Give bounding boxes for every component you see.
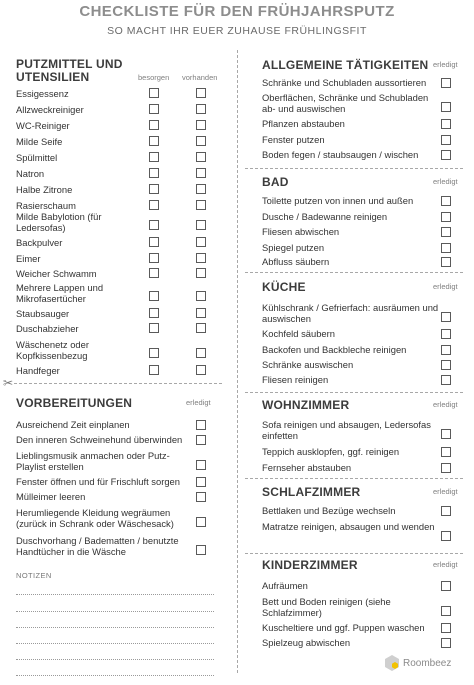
vorbereitungen-item-label: Duschvorhang / Badematten / benutzte Handtücher in die Wäsche xyxy=(16,535,179,557)
putzmittel-item-checkbox-vorhanden[interactable] xyxy=(196,291,206,301)
kinderzimmer-item-label: Aufräumen xyxy=(262,580,308,591)
putzmittel-item-label: Milde Seife xyxy=(16,136,63,147)
column-header-besorgen: besorgen xyxy=(138,73,170,82)
putzmittel-item-label: Halbe Zitrone xyxy=(16,184,73,195)
vorbereitungen-item-label: Den inneren Schweinehund überwinden xyxy=(16,434,183,445)
kinderzimmer-item-label: Spielzeug abwischen xyxy=(262,637,351,648)
allgemeine-item-checkbox[interactable] xyxy=(441,150,451,160)
schlafzimmer-item-checkbox[interactable] xyxy=(441,506,451,516)
allgemeine-item-label: Fenster putzen xyxy=(262,134,325,145)
putzmittel-item-label: Wäschenetz oder Kopfkissenbezug xyxy=(16,339,89,361)
bad-item-label: Dusche / Badewanne reinigen xyxy=(262,211,388,222)
column-header-erledigt-wohnzimmer: erledigt xyxy=(433,400,458,409)
bad-item-checkbox[interactable] xyxy=(441,212,451,222)
divider-right-4 xyxy=(245,478,463,479)
vorbereitungen-item-checkbox[interactable] xyxy=(196,477,206,487)
wohnzimmer-item-label: Fernseher abstauben xyxy=(262,462,352,473)
column-header-erledigt-kueche: erledigt xyxy=(433,282,458,291)
putzmittel-item-label: Duschabzieher xyxy=(16,323,79,334)
section-title-vorbereitungen: VORBEREITUNGEN xyxy=(16,396,133,410)
notes-line[interactable] xyxy=(16,643,214,644)
vorbereitungen-item-checkbox[interactable] xyxy=(196,420,206,430)
putzmittel-item-checkbox-besorgen[interactable] xyxy=(149,268,159,278)
putzmittel-item-checkbox-vorhanden[interactable] xyxy=(196,308,206,318)
vorbereitungen-item-label: Ausreichend Zeit einplanen xyxy=(16,419,130,430)
vorbereitungen-item-label: Fenster öffnen und für Frischluft sorgen xyxy=(16,476,180,487)
putzmittel-item-checkbox-besorgen[interactable] xyxy=(149,253,159,263)
wohnzimmer-item-checkbox[interactable] xyxy=(441,463,451,473)
putzmittel-item-label: Handfeger xyxy=(16,365,60,376)
kueche-item-checkbox[interactable] xyxy=(441,375,451,385)
putzmittel-item-checkbox-besorgen[interactable] xyxy=(149,220,159,230)
putzmittel-item-checkbox-vorhanden[interactable] xyxy=(196,268,206,278)
putzmittel-item-checkbox-besorgen[interactable] xyxy=(149,200,159,210)
wohnzimmer-item-label: Teppich ausklopfen, ggf. reinigen xyxy=(262,446,400,457)
putzmittel-item-label: Eimer xyxy=(16,253,41,264)
scissors-icon: ✂ xyxy=(3,376,14,390)
putzmittel-item-label: Essigessenz xyxy=(16,88,69,99)
schlafzimmer-item-label: Bettlaken und Bezüge wechseln xyxy=(262,505,396,516)
section-title-bad: BAD xyxy=(262,175,289,189)
vorbereitungen-item-label: Mülleimer leeren xyxy=(16,491,86,502)
notes-line[interactable] xyxy=(16,594,214,595)
bad-item-checkbox[interactable] xyxy=(441,196,451,206)
putzmittel-item-checkbox-vorhanden[interactable] xyxy=(196,120,206,130)
column-header-erledigt-kinderzimmer: erledigt xyxy=(433,560,458,569)
putzmittel-item-checkbox-vorhanden[interactable] xyxy=(196,365,206,375)
putzmittel-item-checkbox-besorgen[interactable] xyxy=(149,168,159,178)
page-subtitle: SO MACHT IHR EUER ZUHAUSE FRÜHLINGSFIT xyxy=(107,25,367,37)
kueche-item-checkbox[interactable] xyxy=(441,345,451,355)
putzmittel-item-checkbox-vorhanden[interactable] xyxy=(196,88,206,98)
putzmittel-item-checkbox-besorgen[interactable] xyxy=(149,291,159,301)
column-header-erledigt-schlafzimmer: erledigt xyxy=(433,487,458,496)
allgemeine-item-checkbox[interactable] xyxy=(441,135,451,145)
section-title-kueche: KÜCHE xyxy=(262,280,306,294)
divider-right-5 xyxy=(245,553,463,554)
schlafzimmer-item-label: Matratze reinigen, absaugen und wenden xyxy=(262,521,435,532)
putzmittel-item-label: Mehrere Lappen und Mikrofasertücher xyxy=(16,282,104,304)
allgemeine-item-checkbox[interactable] xyxy=(441,102,451,112)
putzmittel-item-checkbox-besorgen[interactable] xyxy=(149,152,159,162)
putzmittel-item-label: Milde Babylotion (für Ledersofas) xyxy=(16,211,102,233)
vorbereitungen-item-checkbox[interactable] xyxy=(196,435,206,445)
allgemeine-item-label: Oberflächen, Schränke und Schubladen ab- und auswischen xyxy=(262,92,429,114)
kueche-item-label: Schränke auswischen xyxy=(262,359,354,370)
bad-item-label: Abfluss säubern xyxy=(262,256,330,267)
putzmittel-item-checkbox-besorgen[interactable] xyxy=(149,104,159,114)
bad-item-checkbox[interactable] xyxy=(441,243,451,253)
putzmittel-item-checkbox-vorhanden[interactable] xyxy=(196,323,206,333)
kueche-item-checkbox[interactable] xyxy=(441,312,451,322)
divider-right-1 xyxy=(245,168,463,169)
notes-line[interactable] xyxy=(16,675,214,676)
notes-label: NOTIZEN xyxy=(16,571,52,580)
bad-item-label: Fliesen abwischen xyxy=(262,226,340,237)
schlafzimmer-item-checkbox[interactable] xyxy=(441,531,451,541)
putzmittel-item-checkbox-besorgen[interactable] xyxy=(149,120,159,130)
putzmittel-item-label: Natron xyxy=(16,168,45,179)
column-header-erledigt-allgemeine: erledigt xyxy=(433,60,458,69)
bad-item-checkbox[interactable] xyxy=(441,257,451,267)
allgemeine-item-checkbox[interactable] xyxy=(441,119,451,129)
vorbereitungen-item-checkbox[interactable] xyxy=(196,517,206,527)
divider-right-2 xyxy=(245,272,463,273)
notes-line[interactable] xyxy=(16,627,214,628)
putzmittel-item-checkbox-besorgen[interactable] xyxy=(149,308,159,318)
putzmittel-item-checkbox-vorhanden[interactable] xyxy=(196,136,206,146)
kinderzimmer-item-label: Bett und Boden reinigen (siehe Schlafzimmer) xyxy=(262,596,391,618)
putzmittel-item-checkbox-besorgen[interactable] xyxy=(149,136,159,146)
putzmittel-item-checkbox-vorhanden[interactable] xyxy=(196,348,206,358)
wohnzimmer-item-checkbox[interactable] xyxy=(441,429,451,439)
notes-line[interactable] xyxy=(16,659,214,660)
bad-item-label: Toilette putzen von innen und außen xyxy=(262,195,414,206)
putzmittel-item-checkbox-vorhanden[interactable] xyxy=(196,200,206,210)
kueche-item-label: Kühlschrank / Gefrierfach: ausräumen und auswischen xyxy=(262,302,439,324)
kinderzimmer-item-checkbox[interactable] xyxy=(441,581,451,591)
roombeez-logo-icon xyxy=(384,654,400,672)
column-header-erledigt-bad: erledigt xyxy=(433,177,458,186)
putzmittel-item-checkbox-besorgen[interactable] xyxy=(149,184,159,194)
putzmittel-item-checkbox-besorgen[interactable] xyxy=(149,323,159,333)
divider-right-3 xyxy=(245,392,463,393)
vorbereitungen-item-checkbox[interactable] xyxy=(196,545,206,555)
kinderzimmer-item-checkbox[interactable] xyxy=(441,638,451,648)
page-title: CHECKLISTE FÜR DEN FRÜHJAHRSPUTZ xyxy=(79,3,395,20)
putzmittel-item-label: Rasierschaum xyxy=(16,200,76,211)
putzmittel-item-label: Allzweckreiniger xyxy=(16,104,84,115)
kueche-item-label: Backofen und Backbleche reinigen xyxy=(262,344,407,355)
putzmittel-item-checkbox-besorgen[interactable] xyxy=(149,365,159,375)
putzmittel-item-checkbox-vorhanden[interactable] xyxy=(196,184,206,194)
allgemeine-item-label: Pflanzen abstauben xyxy=(262,118,345,129)
allgemeine-item-label: Boden fegen / staubsaugen / wischen xyxy=(262,149,419,160)
putzmittel-item-checkbox-vorhanden[interactable] xyxy=(196,253,206,263)
allgemeine-item-label: Schränke und Schubladen aussortieren xyxy=(262,77,427,88)
notes-line[interactable] xyxy=(16,611,214,612)
bad-item-label: Spiegel putzen xyxy=(262,242,325,253)
section-title-allgemeine: ALLGEMEINE TÄTIGKEITEN xyxy=(262,58,429,72)
putzmittel-item-checkbox-vorhanden[interactable] xyxy=(196,152,206,162)
vorbereitungen-item-label: Lieblingsmusik anmachen oder Putz-Playlist erstellen xyxy=(16,450,170,472)
putzmittel-item-label: Weicher Schwamm xyxy=(16,268,97,279)
wohnzimmer-item-label: Sofa reinigen und absaugen, Ledersofas einfetten xyxy=(262,419,431,441)
section-title-schlafzimmer: SCHLAFZIMMER xyxy=(262,485,361,499)
kueche-item-label: Fliesen reinigen xyxy=(262,374,329,385)
putzmittel-item-checkbox-besorgen[interactable] xyxy=(149,237,159,247)
putzmittel-item-checkbox-besorgen[interactable] xyxy=(149,88,159,98)
putzmittel-item-label: Staubsauger xyxy=(16,308,70,319)
putzmittel-item-label: WC-Reiniger xyxy=(16,120,70,131)
putzmittel-item-checkbox-besorgen[interactable] xyxy=(149,348,159,358)
column-header-erledigt-vorbereitungen: erledigt xyxy=(186,398,211,407)
bad-item-checkbox[interactable] xyxy=(441,227,451,237)
putzmittel-item-checkbox-vorhanden[interactable] xyxy=(196,168,206,178)
putzmittel-item-checkbox-vorhanden[interactable] xyxy=(196,220,206,230)
putzmittel-item-checkbox-vorhanden[interactable] xyxy=(196,237,206,247)
logo-text: Roombeez xyxy=(403,658,452,669)
section-title-wohnzimmer: WOHNZIMMER xyxy=(262,398,350,412)
section-title-kinderzimmer: KINDERZIMMER xyxy=(262,558,358,572)
allgemeine-item-checkbox[interactable] xyxy=(441,78,451,88)
wohnzimmer-item-checkbox[interactable] xyxy=(441,447,451,457)
kueche-item-label: Kochfeld säubern xyxy=(262,328,335,339)
kueche-item-checkbox[interactable] xyxy=(441,329,451,339)
column-header-vorhanden: vorhanden xyxy=(182,73,218,82)
putzmittel-item-label: Backpulver xyxy=(16,237,63,248)
kueche-item-checkbox[interactable] xyxy=(441,360,451,370)
vertical-divider xyxy=(237,50,238,673)
putzmittel-item-label: Spülmittel xyxy=(16,152,58,163)
kinderzimmer-item-label: Kuscheltiere und ggf. Puppen waschen xyxy=(262,622,425,633)
kinderzimmer-item-checkbox[interactable] xyxy=(441,606,451,616)
vorbereitungen-item-checkbox[interactable] xyxy=(196,460,206,470)
putzmittel-item-checkbox-vorhanden[interactable] xyxy=(196,104,206,114)
kinderzimmer-item-checkbox[interactable] xyxy=(441,623,451,633)
section-title-putzmittel: PUTZMITTEL UND UTENSILIEN xyxy=(16,57,123,84)
divider-left-mid xyxy=(14,383,222,384)
vorbereitungen-item-label: Herumliegende Kleidung wegräumen (zurück in Schrank oder Wäschesack) xyxy=(16,507,174,529)
vorbereitungen-item-checkbox[interactable] xyxy=(196,492,206,502)
